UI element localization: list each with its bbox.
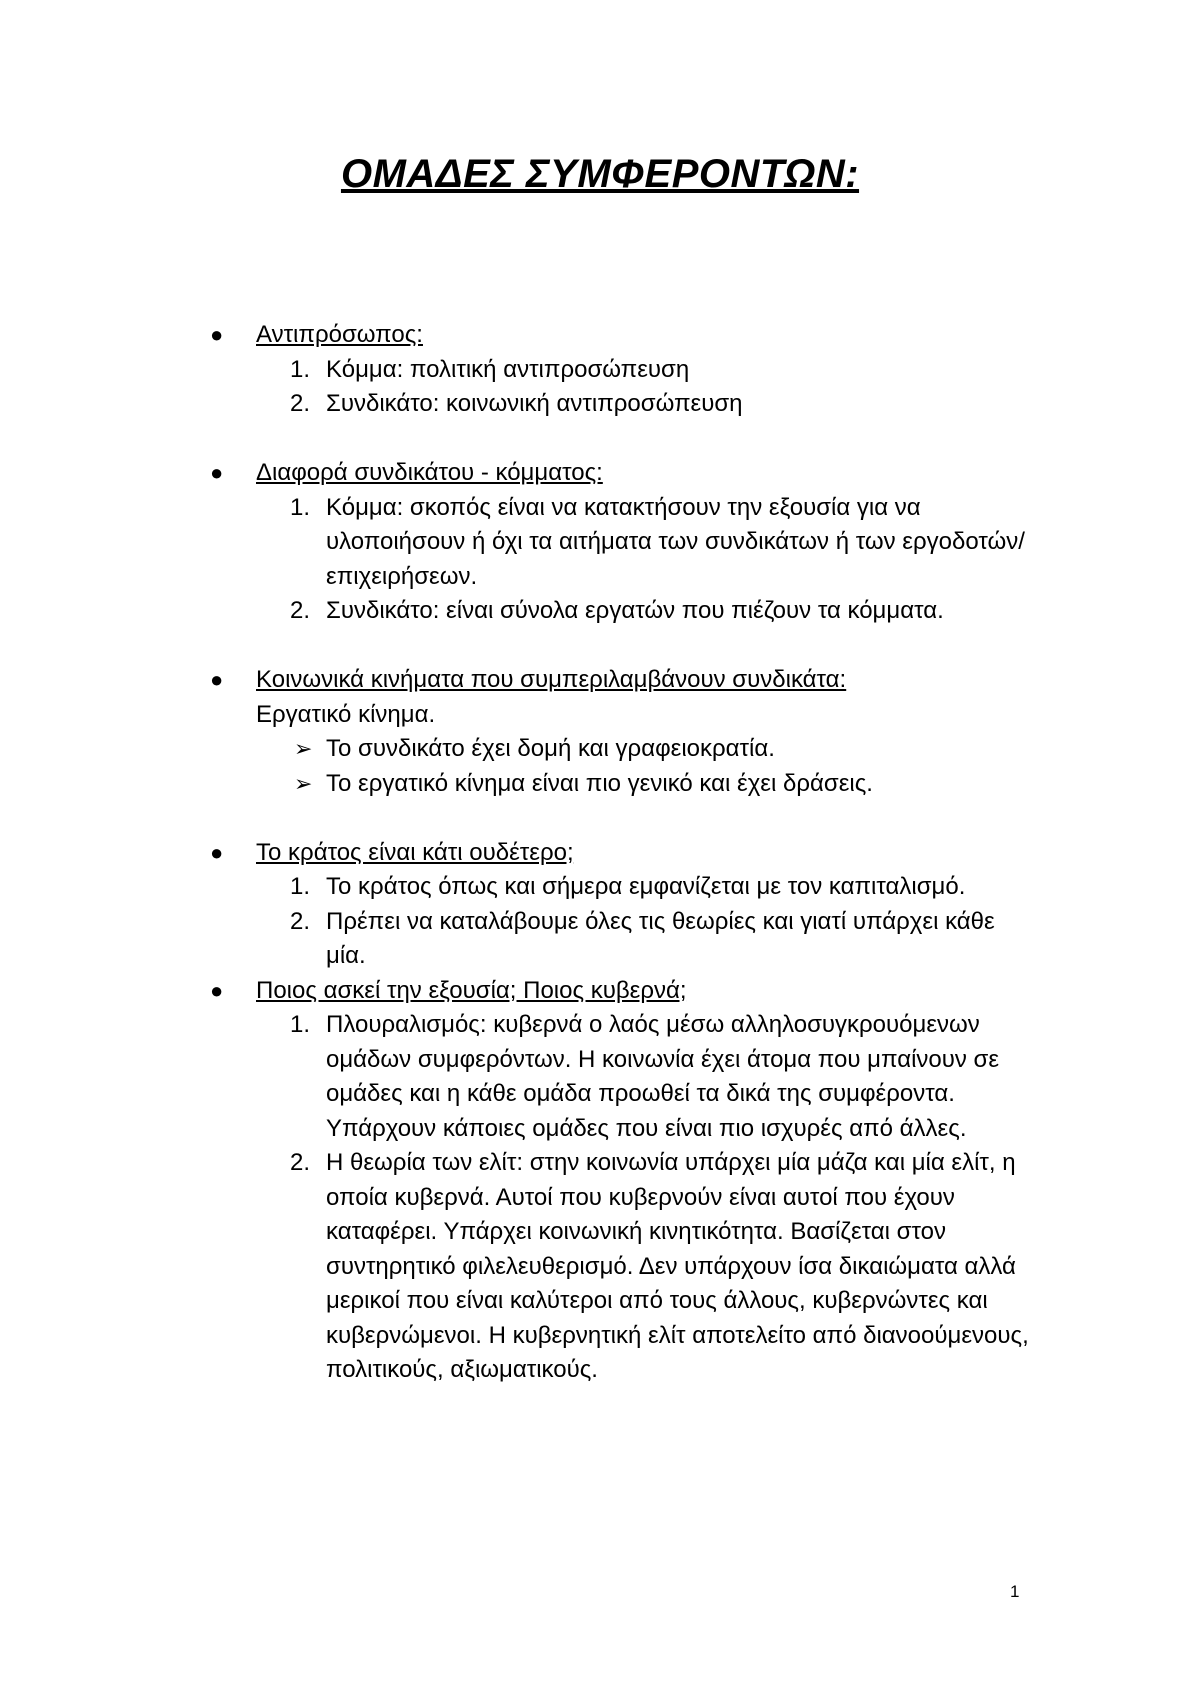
- list-marker: 1.: [290, 355, 311, 383]
- bullet-icon: ●: [210, 977, 224, 1003]
- section-intro: Εργατικό κίνημα.: [256, 700, 436, 728]
- page-number: 1: [1010, 1582, 1020, 1601]
- list-item: [210, 1146, 1030, 1388]
- list-marker: 1.: [290, 873, 311, 900]
- list-item: [210, 732, 1030, 767]
- list-item-text: Πλουραλισμός: κυβερνά ο λαός μέσω αλληλοσυγκρουόμενων ομάδων συμφερόντων. Η κοινωνία έχει άτομα που μπαίνουν σε ομάδες και η κάθε ομάδα προωθεί τα δικά της συμφέροντα. Υπάρχουν κάποιες ομάδες που είναι πιο ισχυρές από άλλες.: [326, 1011, 1000, 1142]
- list-item-text: Κόμμα: σκοπός είναι να κατακτήσουν την εξουσία για να υλοποιήσουν ή όχι τα αιτήματα των συνδικάτων ή των εργοδοτών/ επιχειρήσεων.: [326, 493, 1025, 590]
- list-marker: 2.: [290, 597, 311, 624]
- list-marker: 2.: [290, 390, 311, 417]
- list-item: [210, 387, 1030, 422]
- list-marker: 1.: [290, 493, 311, 521]
- list-item-text: Η θεωρία των ελίτ: στην κοινωνία υπάρχει μία μάζα και μία ελίτ, η οποία κυβερνά. Αυτοί που κυβερνούν είναι αυτοί που έχουν καταφέρει. Υπάρχει κοινωνική κινητικότητα. Βασίζεται στον συντηρητικό φιλελευθερισμό. Δεν υπάρχουν ίσα δικαιώματα αλλά μερικοί που είναι καλύτεροι από τους άλλους, κυβερνώντες και κυβερνώμενοι. Η κυβερνητική ελίτ αποτελείτο από διανοούμενους, πολιτικούς, αξιωματικούς.: [326, 1149, 1029, 1383]
- list-item-text: Το κράτος όπως και σήμερα εμφανίζεται με τον καπιταλισμό.: [326, 873, 966, 900]
- list-item: [210, 870, 1030, 905]
- section-representative: [210, 318, 1030, 422]
- arrow-bullet-icon: ➢: [294, 736, 313, 761]
- list-item-text: Το συνδικάτο έχει δομή και γραφειοκρατία.: [326, 735, 775, 762]
- list-marker: 2.: [290, 1149, 311, 1176]
- section-bullet-line: [210, 836, 1030, 871]
- list-item: [210, 353, 1030, 388]
- spacer: [210, 629, 1030, 664]
- list-marker: 2.: [290, 907, 311, 935]
- list-item: [210, 491, 1030, 595]
- list-item-text: Πρέπει να καταλάβουμε όλες τις θεωρίες και γιατί υπάρχει κάθε μία.: [326, 907, 995, 969]
- section-heading: Κοινωνικά κινήματα που συμπεριλαμβάνουν συνδικάτα:: [256, 666, 847, 693]
- arrow-bullet-icon: ➢: [294, 770, 313, 796]
- list-item: [210, 1008, 1030, 1146]
- list-item-text: Το εργατικό κίνημα είναι πιο γενικό και έχει δράσεις.: [326, 769, 873, 797]
- bullet-icon: ●: [210, 322, 224, 347]
- section-bullet-line: [210, 456, 1030, 491]
- section-bullet-line: [210, 318, 1030, 353]
- list-item-text: Κόμμα: πολιτική αντιπροσώπευση: [326, 355, 690, 383]
- section-who-governs: [210, 974, 1030, 1388]
- bullet-icon: ●: [210, 460, 224, 485]
- section-heading: Αντιπρόσωπος:: [256, 321, 423, 348]
- section-heading: Ποιος ασκεί την εξουσία; Ποιος κυβερνά;: [256, 976, 687, 1004]
- section-heading: Το κράτος είναι κάτι ουδέτερο;: [256, 838, 574, 866]
- spacer: [210, 801, 1030, 836]
- section-social-movements: [210, 663, 1030, 801]
- list-item-text: Συνδικάτο: κοινωνική αντιπροσώπευση: [326, 390, 743, 417]
- list-item-text: Συνδικάτο: είναι σύνολα εργατών που πιέζουν τα κόμματα.: [326, 597, 944, 624]
- section-bullet-line: [210, 663, 1030, 698]
- bullet-icon: ●: [210, 839, 224, 865]
- bullet-icon: ●: [210, 667, 224, 692]
- list-item: [210, 767, 1030, 802]
- list-item: [210, 594, 1030, 629]
- section-difference: [210, 456, 1030, 629]
- section-bullet-line: [210, 974, 1030, 1009]
- section-heading: Διαφορά συνδικάτου - κόμματος:: [256, 459, 603, 486]
- section-state-neutral: [210, 836, 1030, 974]
- document-body: [210, 318, 1030, 1388]
- list-item: [210, 905, 1030, 974]
- spacer: [210, 422, 1030, 457]
- page-title: ΟΜΑΔΕΣ ΣΥΜΦΕΡΟΝΤΩΝ:: [340, 152, 860, 196]
- list-marker: 1.: [290, 1011, 311, 1038]
